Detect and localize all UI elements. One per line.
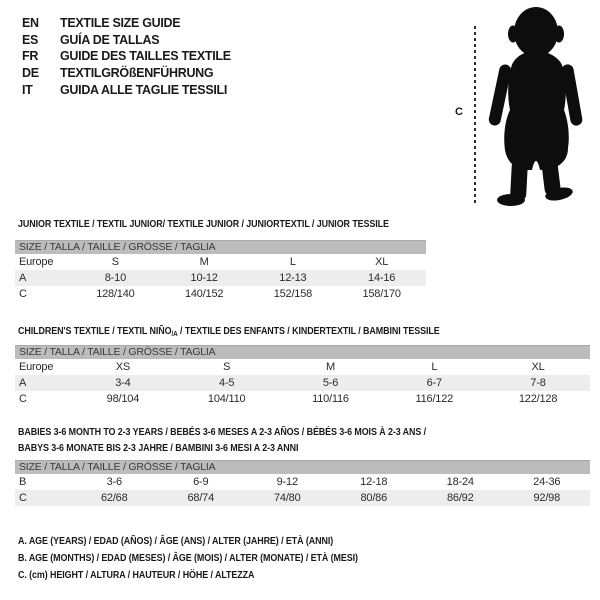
age-cell: 10-12: [190, 272, 218, 284]
junior-section-heading: JUNIOR TEXTILE / TEXTIL JUNIOR/ TEXTILE JUNIOR / JUNIORTEXTIL / JUNIOR TESSILE: [18, 218, 389, 230]
size-cell: L: [431, 361, 438, 373]
age-cell: 12-13: [279, 272, 307, 284]
children-heading-pre: CHILDREN'S TEXTILE / TEXTIL NIÑO: [18, 325, 172, 337]
age-cell: 3-6: [106, 476, 122, 488]
lang-row-it: [22, 81, 231, 98]
footnote-height: C. (cm) HEIGHT / ALTURA / HAUTEUR / HÖHE / ALTEZZA: [18, 569, 255, 582]
height-cell: 140/152: [184, 288, 224, 300]
age-cell: 4-5: [219, 377, 235, 389]
row-label: C: [19, 288, 27, 300]
table-row-height: [15, 490, 590, 506]
age-cell: 6-7: [426, 377, 442, 389]
babies-heading-line1: BABIES 3-6 MONTH TO 2-3 YEARS / BEBÉS 3-6 MESES A 2-3 AÑOS / BÉBÉS 3-6 MOIS À 2-3 ANS /: [18, 426, 427, 438]
row-label: A: [19, 272, 27, 284]
age-cell: 12-18: [360, 476, 388, 488]
lang-title: GUIDA ALLE TAGLIE TESSILI: [60, 82, 228, 97]
age-cell: 9-12: [276, 476, 298, 488]
height-cell: 116/122: [415, 393, 454, 405]
height-cell: 92/98: [533, 492, 561, 504]
lang-title: GUÍA DE TALLAS: [60, 32, 160, 47]
age-cell: 24-36: [533, 476, 561, 488]
height-cell: 80/86: [360, 492, 388, 504]
row-label: Europe: [19, 361, 54, 373]
age-cell: 6-9: [193, 476, 209, 488]
lang-code: FR: [22, 49, 39, 64]
table-row-height: [15, 391, 590, 407]
lang-title: TEXTILGRÖßENFÜHRUNG: [60, 66, 214, 81]
size-cell: XL: [531, 361, 545, 373]
height-cell: 104/110: [207, 393, 246, 405]
height-cell: 110/116: [312, 393, 349, 405]
children-heading-sub: /A: [171, 329, 178, 338]
height-cell: 152/158: [273, 288, 313, 300]
size-cell: L: [289, 256, 296, 268]
table-row-age: [15, 375, 590, 391]
age-cell: 18-24: [446, 476, 474, 488]
footnote-age-months: B. AGE (MONTHS) / EDAD (MESES) / ÂGE (MOIS) / ALTER (MONATE) / ETÀ (MESI): [18, 552, 358, 565]
age-cell: 8-10: [104, 272, 126, 284]
row-label: B: [19, 476, 27, 488]
age-cell: 5-6: [322, 377, 339, 389]
size-cell: S: [223, 361, 231, 373]
height-cell: 86/92: [446, 492, 474, 504]
row-label: A: [19, 377, 27, 389]
babies-heading-line2: BABYS 3-6 MONATE BIS 2-3 JAHRE / BAMBINI 3-6 MESI A 2-3 ANNI: [18, 442, 299, 454]
junior-size-table: [15, 240, 426, 302]
table-row-age-months: [15, 474, 590, 490]
lang-title: TEXTILE SIZE GUIDE: [60, 16, 181, 31]
children-size-header: SIZE / TALLA / TAILLE / GRÖSSE / TAGLIA: [15, 345, 590, 359]
children-heading-post: / TEXTILE DES ENFANTS / KINDERTEXTIL / BAMBINI TESSILE: [177, 325, 440, 337]
size-cell: M: [326, 361, 335, 373]
lang-title: GUIDE DES TAILLES TEXTILE: [60, 49, 231, 64]
height-cell: 122/128: [518, 393, 558, 405]
height-cell: 74/80: [273, 492, 301, 504]
babies-size-table: [15, 460, 590, 506]
height-cell: 128/140: [96, 288, 135, 300]
lang-row-fr: [22, 48, 231, 65]
age-cell: 3-4: [115, 377, 131, 389]
babies-section-heading: [18, 424, 426, 456]
row-label: C: [19, 492, 27, 504]
lang-row-en: [22, 15, 231, 32]
children-size-table: [15, 345, 590, 407]
lang-code: IT: [22, 82, 33, 97]
table-row-height: [15, 286, 426, 302]
lang-code: EN: [22, 16, 39, 31]
height-cell: 68/74: [187, 492, 215, 504]
table-row-europe: [15, 254, 426, 270]
age-cell: 7-8: [530, 377, 546, 389]
junior-size-header: SIZE / TALLA / TAILLE / GRÖSSE / TAGLIA: [15, 240, 426, 254]
height-measure-dotted-line: [474, 26, 476, 206]
language-guide: [22, 15, 231, 98]
lang-code: DE: [22, 66, 39, 81]
row-label: Europe: [19, 256, 54, 268]
age-cell: 14-16: [368, 272, 396, 284]
height-measure-label: C: [455, 106, 463, 118]
lang-row-de: [22, 65, 231, 82]
height-cell: 158/170: [362, 288, 401, 300]
size-cell: XL: [375, 256, 389, 268]
footnote-age-years: A. AGE (YEARS) / EDAD (AÑOS) / ÂGE (ANS) / ALTER (JAHRE) / ETÀ (ANNI): [18, 535, 334, 547]
size-cell: S: [111, 256, 119, 268]
size-cell: XS: [115, 361, 131, 373]
size-cell: M: [199, 256, 209, 268]
children-section-heading: [18, 323, 440, 342]
footnotes: [18, 533, 418, 585]
babies-size-header: SIZE / TALLA / TAILLE / GRÖSSE / TAGLIA: [15, 460, 590, 474]
table-row-age: [15, 270, 426, 286]
lang-row-es: [22, 32, 231, 49]
lang-code: ES: [22, 32, 39, 47]
height-cell: 62/68: [100, 492, 128, 504]
row-label: C: [19, 393, 27, 405]
height-cell: 98/104: [106, 393, 140, 405]
table-row-europe: [15, 359, 590, 375]
baby-silhouette: [477, 4, 595, 206]
